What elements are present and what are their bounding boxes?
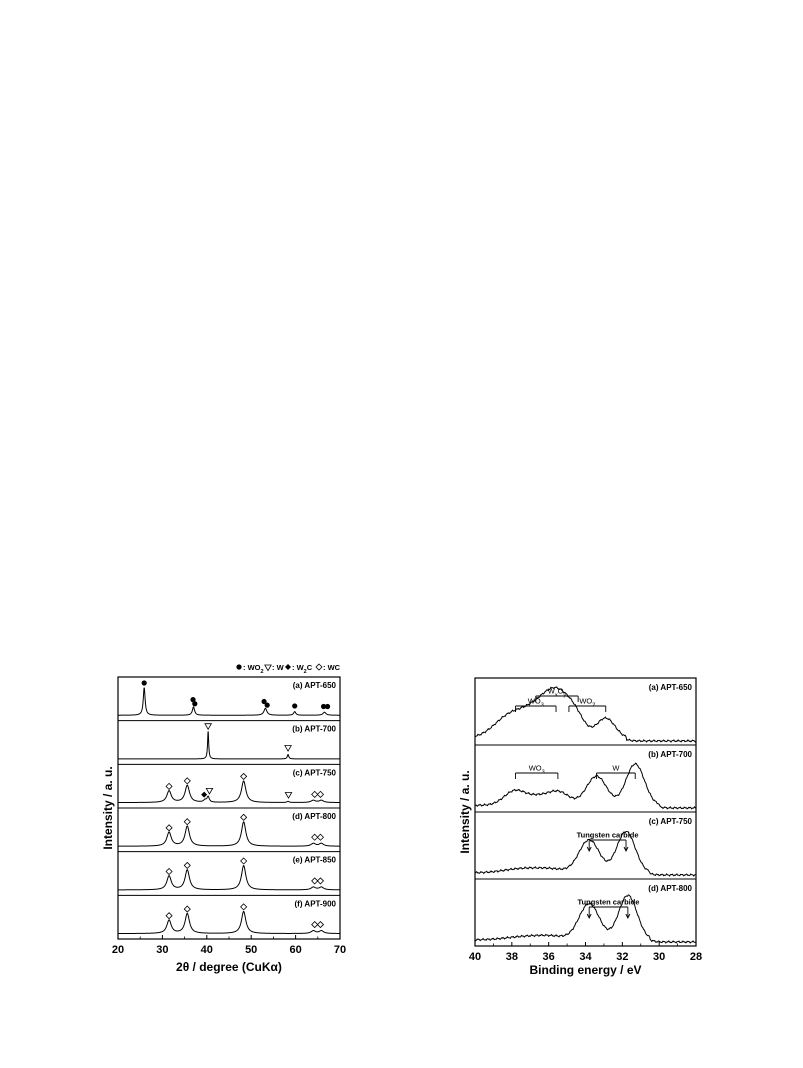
xrd-peak-marker xyxy=(265,703,270,708)
xrd-peak-marker xyxy=(312,878,318,884)
xrd-legend-subscript: 2 xyxy=(260,669,264,675)
xps-x-tick-label: 32 xyxy=(616,951,629,963)
xrd-panel-label: (a) APT-650 xyxy=(292,681,336,690)
xrd-peak-marker xyxy=(317,834,323,840)
xrd-peak-marker xyxy=(184,906,190,912)
xrd-series-line xyxy=(118,688,340,716)
xrd-peak-marker xyxy=(201,792,207,798)
xrd-legend-marker xyxy=(236,664,241,669)
xrd-peak-marker xyxy=(192,701,197,706)
xrd-panel-label: (f) APT-900 xyxy=(294,899,336,909)
xrd-legend-label: : WC xyxy=(323,663,341,672)
xps-x-tick-label: 30 xyxy=(653,951,666,963)
xrd-peak-marker xyxy=(312,791,318,797)
xrd-peak-marker xyxy=(205,724,211,730)
xrd-peak-marker xyxy=(292,703,297,708)
xrd-peak-marker xyxy=(184,778,190,784)
xps-x-tick-label: 40 xyxy=(468,951,482,963)
xps-y-axis-title: Intensity / a. u. xyxy=(458,770,472,854)
xps-panel-label: (a) APT-650 xyxy=(648,683,692,692)
xrd-legend-label-tail: C xyxy=(306,663,313,672)
xrd-peak-marker xyxy=(166,783,172,789)
xrd-series-line xyxy=(118,781,340,803)
xrd-x-axis-title: 2θ / degree (CuKα) xyxy=(176,960,282,974)
xrd-legend-label: : $W_2C$ xyxy=(292,663,313,675)
xrd-panel-label: (e) APT-850 xyxy=(292,855,336,865)
xrd-chart xyxy=(101,663,346,974)
xrd-peak-marker xyxy=(241,814,247,820)
xrd-legend-label: : $WO_2$ xyxy=(243,663,264,675)
xps-peak-bracket xyxy=(577,831,639,852)
xps-x-tick-label: 34 xyxy=(579,951,592,963)
xrd-peak-marker xyxy=(166,913,172,919)
xrd-peak-marker xyxy=(317,791,323,797)
xps-peak-bracket xyxy=(516,764,558,780)
xrd-peak-marker xyxy=(241,773,247,779)
xrd-peak-marker xyxy=(312,922,318,928)
xrd-legend-marker xyxy=(316,664,322,670)
xps-bracket-label: $W_xO_y$ xyxy=(547,686,567,699)
xps-panel-label: (d) APT-800 xyxy=(648,884,692,893)
xrd-legend xyxy=(236,663,340,675)
xrd-peak-marker xyxy=(317,878,323,884)
xrd-peak-marker xyxy=(184,819,190,825)
xrd-legend-subscript: 2 xyxy=(303,669,307,675)
xrd-peak-marker xyxy=(206,788,212,794)
xps-series-line xyxy=(475,763,696,809)
xrd-legend-label: : W xyxy=(272,663,284,672)
xrd-panel-label: (b) APT-700 xyxy=(292,724,336,734)
xrd-series-line xyxy=(118,731,340,759)
xrd-x-tick-label: 50 xyxy=(245,944,258,956)
xrd-x-tick-label: 70 xyxy=(333,944,347,956)
xrd-peak-marker xyxy=(317,922,323,928)
xps-panel-label: (b) APT-700 xyxy=(648,750,692,759)
xrd-legend-marker xyxy=(285,664,291,670)
xps-x-axis-title: Binding energy / eV xyxy=(529,963,642,977)
xrd-peak-marker xyxy=(142,680,147,685)
xrd-peak-marker xyxy=(166,825,172,831)
xps-x-tick-label: 38 xyxy=(505,951,518,963)
xrd-series-line xyxy=(118,866,340,890)
xps-bracket-label: Tungsten carbide xyxy=(577,897,640,907)
xrd-legend-marker xyxy=(265,665,271,671)
xrd-series-line xyxy=(118,822,340,846)
xrd-x-tick-label: 40 xyxy=(200,944,213,956)
xrd-peak-marker xyxy=(166,869,172,875)
xrd-peak-marker xyxy=(241,858,247,864)
xrd-peak-marker xyxy=(312,834,318,840)
xps-peak-bracket xyxy=(578,898,640,919)
xps-series-line xyxy=(475,687,696,742)
xps-x-tick-label: 28 xyxy=(689,951,703,963)
xrd-y-axis-title: Intensity / a. u. xyxy=(101,766,115,850)
xps-bracket-label: Tungsten carbide xyxy=(576,830,639,840)
xps-bracket-label: $WO_3$ xyxy=(527,696,544,709)
xrd-series-line xyxy=(118,911,340,933)
xps-bracket-label: $WO_3$ xyxy=(528,763,545,776)
xrd-peak-marker xyxy=(241,904,247,910)
xrd-x-tick-label: 30 xyxy=(156,944,169,956)
xrd-x-tick-label: 60 xyxy=(289,944,302,956)
xps-bracket-label: W xyxy=(612,763,620,773)
xps-x-tick-label: 36 xyxy=(542,951,555,963)
xps-chart xyxy=(458,678,702,977)
xps-bracket-label: $WO_2$ xyxy=(579,696,596,709)
xrd-panel-label: (d) APT-800 xyxy=(292,812,336,821)
xrd-peak-marker xyxy=(285,793,291,799)
xrd-peak-marker xyxy=(285,746,291,752)
xrd-peak-marker xyxy=(325,704,330,709)
xrd-panel-label: (c) APT-750 xyxy=(292,768,336,778)
xrd-peak-marker xyxy=(184,862,190,868)
xrd-x-tick-label: 20 xyxy=(111,944,125,956)
xps-panel-label: (c) APT-750 xyxy=(648,817,692,826)
